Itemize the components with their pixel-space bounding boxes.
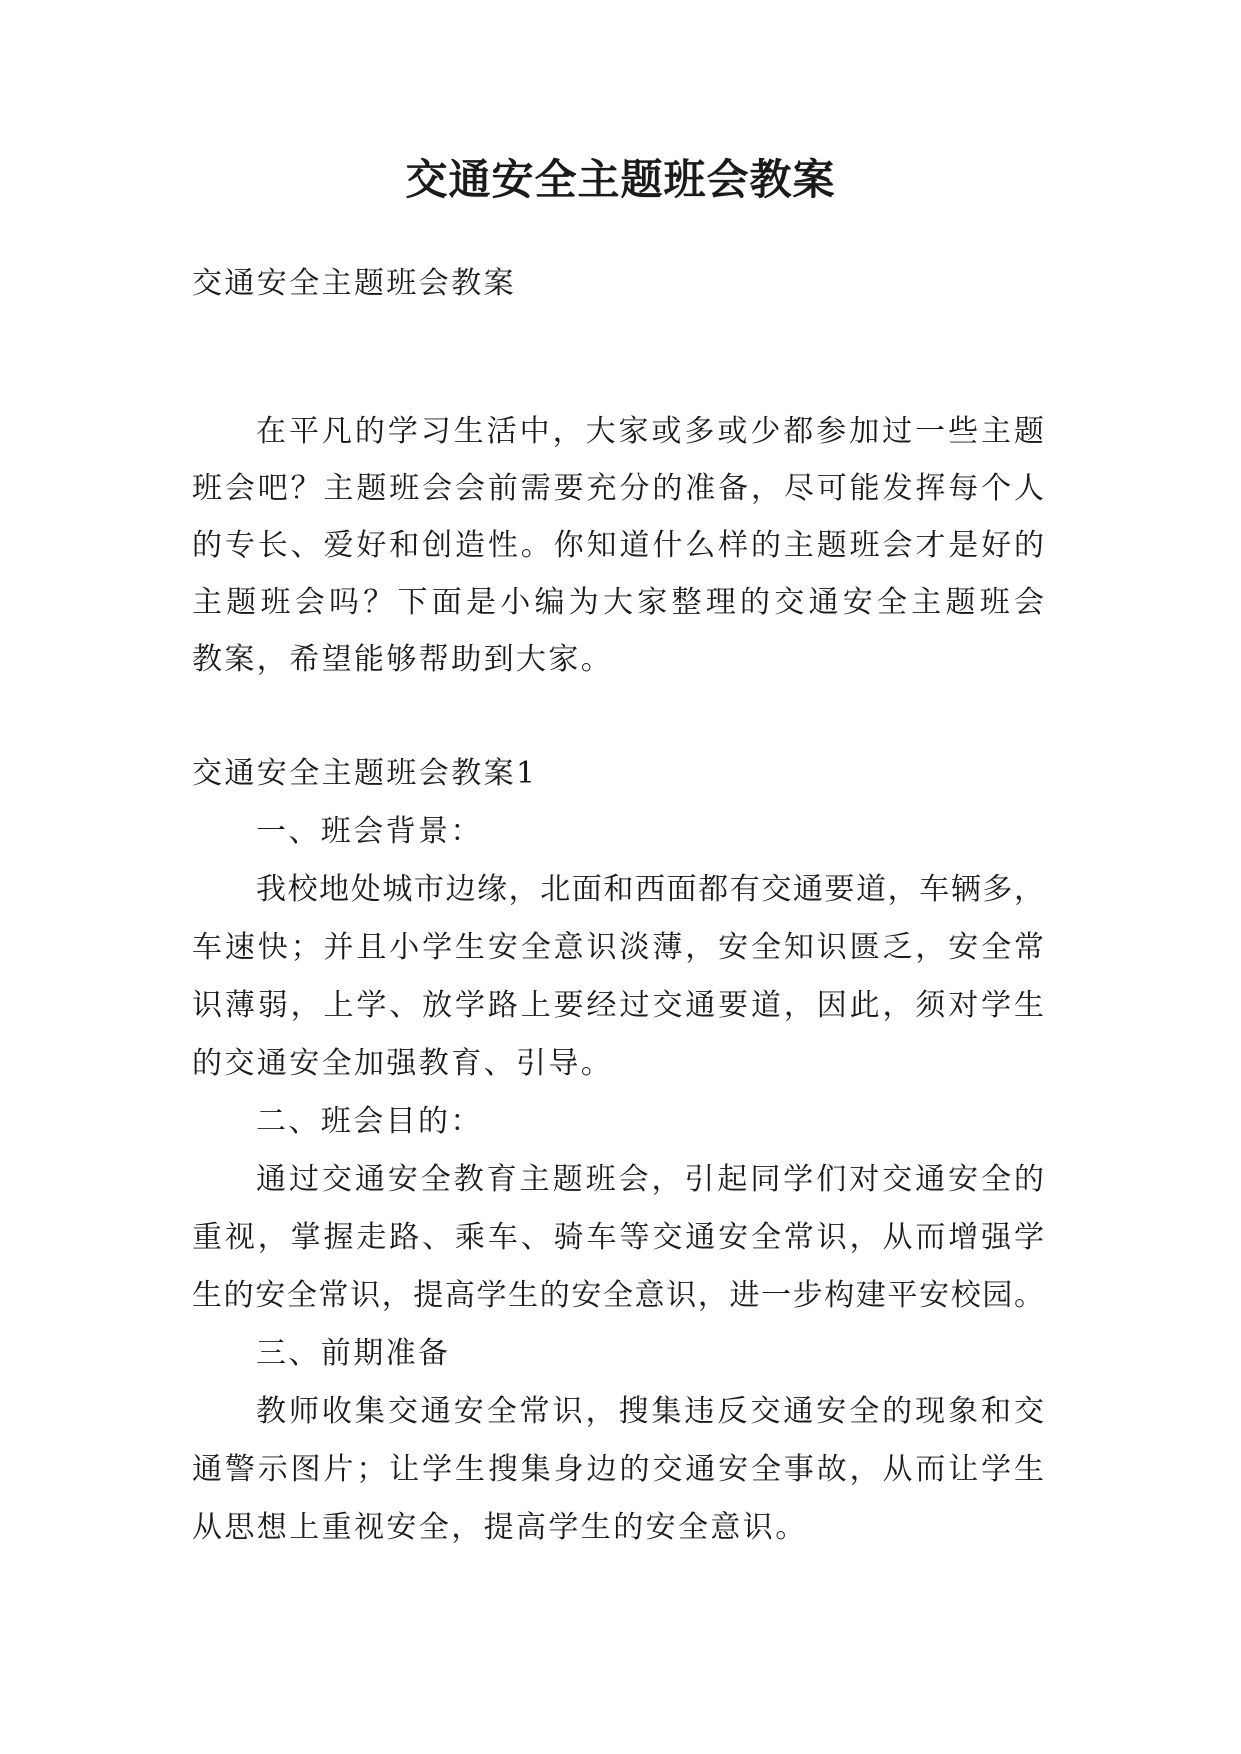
- preparation-line: 教师收集交通安全常识，搜集违反交通安全的现象和交: [256, 1394, 1044, 1429]
- preparation-heading: 三、前期准备: [256, 1336, 451, 1371]
- document-title: 交通安全主题班会教案: [405, 155, 836, 204]
- purpose-heading: 二、班会目的：: [256, 1104, 483, 1139]
- intro-line: 班会吧？主题班会会前需要充分的准备，尽可能发挥每个人: [192, 471, 1044, 506]
- purpose-line: 通过交通安全教育主题班会，引起同学们对交通安全的: [256, 1162, 1044, 1197]
- intro-line: 主题班会吗？下面是小编为大家整理的交通安全主题班会: [192, 585, 1044, 620]
- background-line: 我校地处城市边缘，北面和西面都有交通要道，车辆多，: [256, 872, 1044, 907]
- purpose-line: 生的安全常识，提高学生的安全意识，进一步构建平安校园。: [192, 1278, 1044, 1313]
- background-line: 的交通安全加强教育、引导。: [192, 1046, 614, 1081]
- intro-line: 的专长、爱好和创造性。你知道什么样的主题班会才是好的: [192, 528, 1044, 563]
- intro-line: 教案，希望能够帮助到大家。: [192, 642, 614, 677]
- preparation-line: 从思想上重视安全，提高学生的安全意识。: [192, 1510, 808, 1545]
- document-subtitle: 交通安全主题班会教案: [192, 266, 516, 301]
- background-line: 车速快；并且小学生安全意识淡薄，安全知识匮乏，安全常: [192, 930, 1044, 965]
- background-heading: 一、班会背景：: [256, 814, 483, 849]
- purpose-line: 重视，掌握走路、乘车、骑车等交通安全常识，从而增强学: [192, 1220, 1044, 1255]
- preparation-line: 通警示图片；让学生搜集身边的交通安全事故，从而让学生: [192, 1452, 1044, 1487]
- background-line: 识薄弱，上学、放学路上要经过交通要道，因此，须对学生: [192, 988, 1044, 1023]
- intro-line: 在平凡的学习生活中，大家或多或少都参加过一些主题: [256, 414, 1044, 449]
- section-title: 交通安全主题班会教案1: [192, 756, 538, 791]
